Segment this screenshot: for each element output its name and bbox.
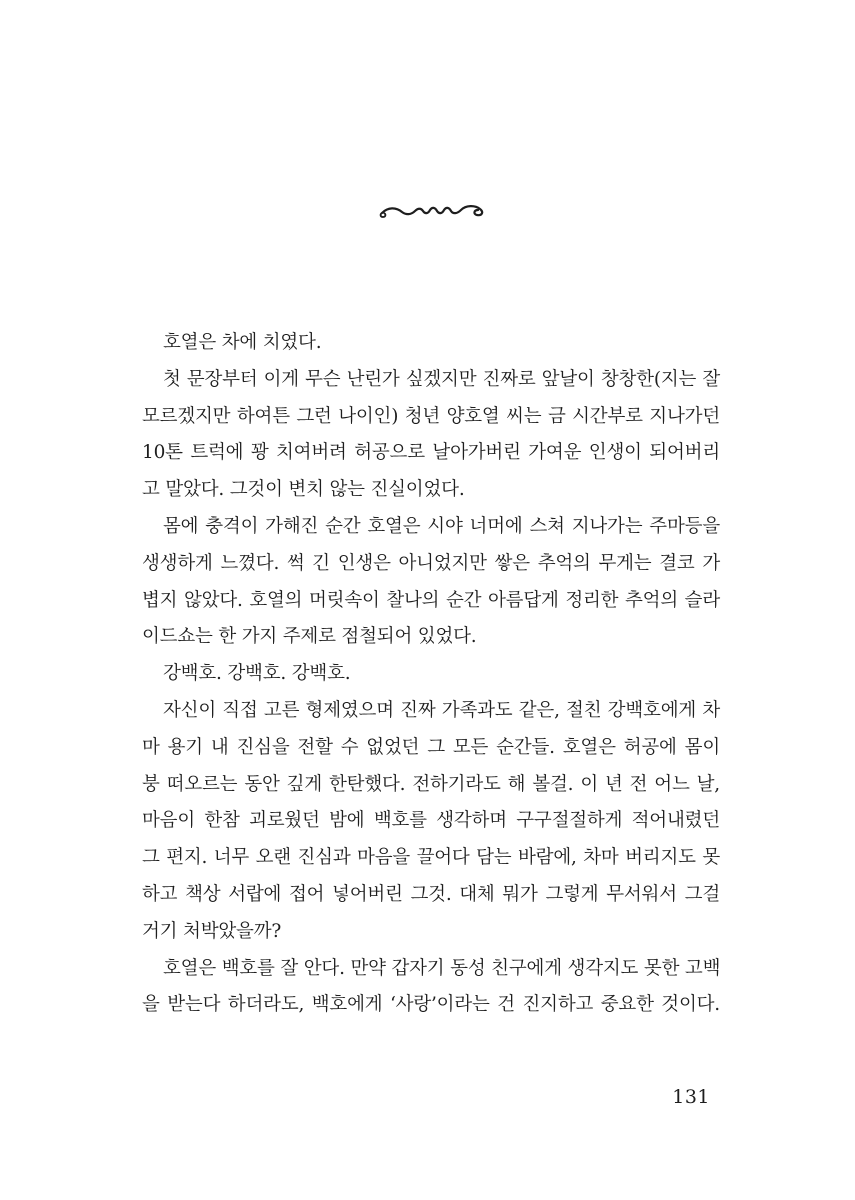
text-line: 호열은 차에 치였다.	[163, 332, 322, 353]
page-number: 131	[672, 1086, 710, 1108]
text-line: 볍지 않았다. 호열의 머릿속이 찰나의 순간 아름답게 정리한 추억의 슬라	[142, 589, 720, 611]
text-line: 몸에 충격이 가해진 순간 호열은 시야 너머에 스쳐 지나가는 주마등을	[163, 515, 720, 537]
text-line: 을 받는다 하더라도, 백호에게 ‘사랑’이라는 건 진지하고 중요한 것이다.	[142, 994, 720, 1016]
text-line: 마 용기 내 진심을 전할 수 없었던 그 모든 순간들. 호열은 허공에 몸이	[142, 736, 720, 758]
text-line: 10톤 트럭에 꽝 치여버려 허공으로 날아가버린 가여운 인생이 되어버리	[142, 442, 720, 464]
body-text	[142, 325, 720, 1024]
text-line: 강백호. 강백호. 강백호.	[163, 663, 351, 685]
text-line: 호열은 백호를 잘 안다. 만약 갑자기 동성 친구에게 생각지도 못한 고백	[163, 957, 721, 979]
text-line: 그 편지. 너무 오랜 진심과 마음을 끌어다 담는 바람에, 차마 버리지도 못	[142, 847, 720, 869]
text-line: 생생하게 느꼈다. 썩 긴 인생은 아니었지만 쌓은 추억의 무게는 결코 가	[142, 552, 720, 574]
text-line: 거기 처박았을까?	[142, 920, 282, 942]
text-line: 마음이 한참 괴로웠던 밤에 백호를 생각하며 구구절절하게 적어내렸던	[142, 810, 720, 832]
text-line: 붕 떠오르는 동안 깊게 한탄했다. 전하기라도 해 볼걸. 이 년 전 어느 날,	[142, 773, 720, 795]
text-line: 모르겠지만 하여튼 그런 나이인) 청년 양호열 씨는 금 시간부로 지나가던	[142, 405, 720, 427]
text-line: 하고 책상 서랍에 접어 넣어버린 그것. 대체 뭐가 그렇게 무서워서 그걸	[142, 883, 720, 905]
text-line: 자신이 직접 고른 형제였으며 진짜 가족과도 같은, 절친 강백호에게 차	[163, 699, 720, 721]
swirl-ornament-icon	[378, 200, 490, 222]
text-line: 첫 문장부터 이게 무슨 난린가 싶겠지만 진짜로 앞날이 창창한(지는 잘	[163, 368, 720, 390]
text-line: 고 말았다. 그것이 변치 않는 진실이었다.	[142, 479, 465, 501]
text-line: 이드쇼는 한 가지 주제로 점철되어 있었다.	[142, 626, 477, 648]
